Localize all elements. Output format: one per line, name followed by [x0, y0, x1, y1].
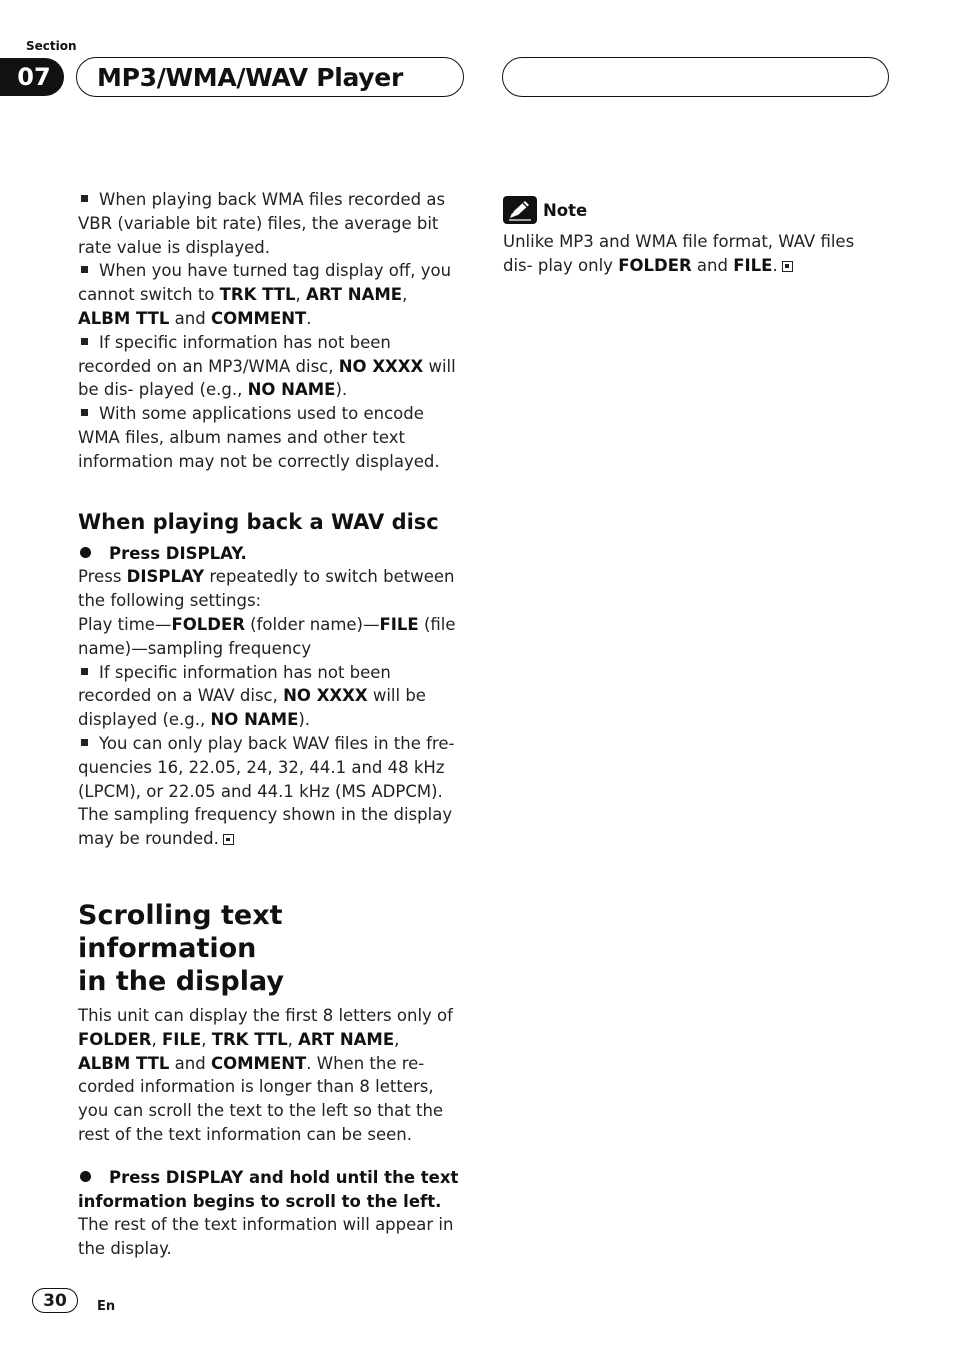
section-label: Section [26, 39, 77, 53]
wav-step: Press DISPLAY. [78, 542, 462, 566]
bullet-square [81, 266, 88, 273]
step-dot [80, 1171, 91, 1182]
bullet-square [81, 338, 88, 345]
wav-display-instruction: Press DISPLAY repeatedly to switch between the following settings: [78, 567, 455, 611]
note-title: Note [543, 200, 588, 220]
note-pencil-icon [503, 196, 537, 224]
note-text: Unlike MP3 and WMA file format, WAV files dis- play only FOLDER and FILE. [503, 232, 855, 275]
bullet-no-info-mp3: If specific information has not been recorded on an MP3/WMA disc, NO XXXX will be dis- played (e.g., NO NAME). [78, 332, 456, 400]
chapter-title: MP3/WMA/WAV Player [97, 62, 403, 92]
end-mark-icon [223, 834, 234, 845]
language-label: En [97, 1299, 116, 1314]
note-header [503, 196, 887, 224]
right-column [503, 196, 887, 278]
bullet-square [81, 195, 88, 202]
page-number: 30 [32, 1288, 78, 1313]
bullet-wma-encoding: With some applications used to encode WMA files, album names and other text information may not be correctly displayed. [78, 404, 440, 471]
bullet-no-info-wav: If specific information has not been recorded on a WAV disc, NO XXXX will be displayed (e.g., NO NAME). [78, 662, 426, 730]
chapter-title-frame [76, 57, 464, 97]
section-number-badge: 07 [0, 58, 64, 96]
bullet-wav-frequencies: You can only play back WAV files in the fre- quencies 16, 22.05, 24, 32, 44.1 and 48 kHz (LPCM), or 22.05 and 44.1 kHz (MS ADPCM). The sampling frequency shown in the display may be rounded. [78, 733, 455, 849]
step-dot [80, 547, 91, 558]
bullet-tag-display: When you have turned tag display off, you cannot switch to TRK TTL, ART NAME, ALBM TTL and COMMENT. [78, 261, 452, 328]
bullet-square [81, 409, 88, 416]
scroll-description: This unit can display the first 8 letters only of FOLDER, FILE, TRK TTL, ART NAME, ALBM TTL and COMMENT. When the re- corded information is longer than 8 letters, you can scroll the text to the left so that the rest of the text information can be seen. [78, 1005, 453, 1144]
bullet-square [81, 739, 88, 746]
wav-heading: When playing back a WAV disc [78, 509, 439, 534]
scroll-step: Press DISPLAY and hold until the text information begins to scroll to the left. [78, 1167, 459, 1211]
end-mark-icon [782, 261, 793, 272]
scroll-result: The rest of the text information will appear in the display. [78, 1215, 454, 1259]
bullet-square [81, 668, 88, 675]
scroll-heading: Scrolling text information in the display [78, 899, 284, 997]
bullet-vbr: When playing back WMA files recorded as VBR (variable bit rate) files, the average bit rate value is displayed. [78, 190, 446, 257]
wav-display-sequence: Play time—FOLDER (folder name)—FILE (file name)—sampling frequency [78, 614, 456, 658]
header-empty-frame [502, 57, 889, 97]
left-column [78, 188, 462, 1261]
